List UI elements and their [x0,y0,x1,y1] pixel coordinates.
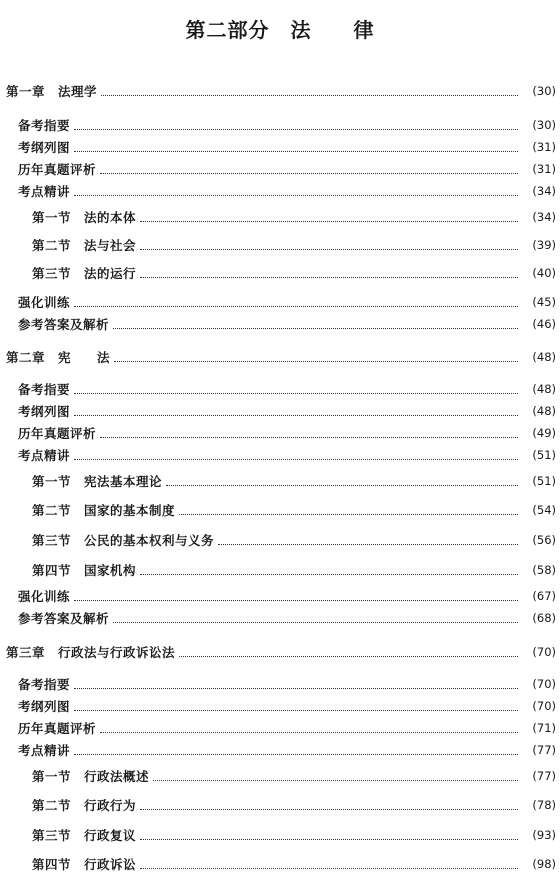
toc-section[interactable] [32,498,556,518]
toc-label: 备考指要 [18,118,71,133]
toc-section[interactable] [32,764,556,784]
dot-leader [74,709,518,711]
dot-leader [101,94,518,96]
dot-leader [100,731,518,733]
toc-entry[interactable] [18,672,556,692]
toc-page-number: (54) [532,503,556,517]
toc-page-number: (51) [532,474,556,488]
toc-page-number: (58) [532,563,556,577]
dot-leader [74,392,518,394]
dot-leader [74,305,518,307]
toc-entry[interactable] [18,157,556,177]
toc-section[interactable] [32,261,556,281]
toc-page-number: (51) [532,448,556,462]
dot-leader [140,276,518,278]
toc-entry[interactable] [18,716,556,736]
toc-section[interactable] [32,205,556,225]
toc-chapter-2[interactable] [6,345,556,365]
toc-label: 考纲列图 [18,404,71,419]
toc-page-number: (48) [532,382,556,396]
dot-leader [74,687,518,689]
toc-label: 考点精讲 [18,448,71,463]
toc-entry[interactable] [18,290,556,310]
dot-leader [166,484,518,486]
dot-leader [140,838,518,840]
toc-label: 第三节 公民的基本权利与义务 [32,533,215,548]
toc-label: 考点精讲 [18,743,71,758]
toc-entry[interactable] [18,179,556,199]
dot-leader [74,128,518,130]
toc-entry[interactable] [18,584,556,604]
toc-section[interactable] [32,528,556,548]
toc-label: 历年真题评析 [18,162,97,177]
toc-label: 强化训练 [18,295,71,310]
toc-label: 参考答案及解析 [18,317,110,332]
toc-page-number: (49) [532,426,556,440]
toc-section[interactable] [32,793,556,813]
toc-entry[interactable] [18,694,556,714]
toc-page-number: (30) [532,84,556,98]
toc-label: 第四节 行政诉讼 [32,857,137,872]
toc-label: 第三节 行政复议 [32,828,137,843]
toc-label: 考点精讲 [18,184,71,199]
dot-leader [74,194,518,196]
dot-leader [140,867,518,869]
dot-leader [100,436,518,438]
dot-leader [114,360,518,362]
dot-leader [140,248,518,250]
dot-leader [179,655,518,657]
toc-chapter-1[interactable] [6,79,556,99]
toc-label: 备考指要 [18,677,71,692]
toc-page-number: (70) [532,645,556,659]
toc-page-number: (98) [532,857,556,871]
toc-label: 第一节 宪法基本理论 [32,474,163,489]
toc-label: 第一节 法的本体 [32,210,137,225]
toc-label: 第四节 国家机构 [32,563,137,578]
toc-page-number: (48) [532,404,556,418]
toc-entry[interactable] [18,377,556,397]
toc-page-number: (30) [532,118,556,132]
dot-leader [74,150,518,152]
toc-page-number: (77) [532,769,556,783]
toc-label: 第二节 国家的基本制度 [32,503,176,518]
toc-section[interactable] [32,233,556,253]
toc-page-number: (34) [532,210,556,224]
toc-page-number: (34) [532,184,556,198]
toc-label: 第一章 法理学 [6,84,98,99]
toc-page-number: (68) [532,611,556,625]
toc-entry[interactable] [18,113,556,133]
toc-page-number: (71) [532,721,556,735]
toc-label: 备考指要 [18,382,71,397]
toc-label: 历年真题评析 [18,426,97,441]
toc-entry[interactable] [18,135,556,155]
toc-page-number: (40) [532,266,556,280]
dot-leader [140,573,518,575]
toc-label: 强化训练 [18,589,71,604]
dot-leader [74,458,518,460]
toc-page-number: (39) [532,238,556,252]
toc-label: 参考答案及解析 [18,611,110,626]
toc-label: 第三章 行政法与行政诉讼法 [6,645,176,660]
toc-chapter-3[interactable] [6,640,556,660]
dot-leader [74,599,518,601]
toc-label: 第二节 行政行为 [32,798,137,813]
toc-label: 第二章 宪 法 [6,350,111,365]
toc-page-number: (77) [532,743,556,757]
toc-page-number: (46) [532,317,556,331]
toc-label: 历年真题评析 [18,721,97,736]
page-title: 第二部分 法 律 [185,18,375,42]
toc-page-number: (45) [532,295,556,309]
toc-entry[interactable] [18,606,556,626]
dot-leader [113,621,518,623]
toc-page-number: (93) [532,828,556,842]
toc-page-number: (56) [532,533,556,547]
toc-entry[interactable] [18,421,556,441]
toc-page-number: (31) [532,140,556,154]
dot-leader [153,779,518,781]
toc-page-number: (70) [532,677,556,691]
toc-label: 考纲列图 [18,699,71,714]
toc-section[interactable] [32,823,556,843]
toc-entry[interactable] [18,312,556,332]
toc-label: 第二节 法与社会 [32,238,137,253]
dot-leader [113,327,518,329]
toc-page-number: (78) [532,798,556,812]
toc-page-number: (31) [532,162,556,176]
toc-label: 第三节 法的运行 [32,266,137,281]
dot-leader [218,543,518,545]
toc-page-number: (48) [532,350,556,364]
toc-label: 考纲列图 [18,140,71,155]
dot-leader [140,808,518,810]
toc-page-number: (67) [532,589,556,603]
dot-leader [179,513,518,515]
toc-section[interactable] [32,852,556,872]
dot-leader [74,414,518,416]
toc-page-number: (70) [532,699,556,713]
toc-section[interactable] [32,469,556,489]
toc-section[interactable] [32,558,556,578]
toc-entry[interactable] [18,738,556,758]
toc-entry[interactable] [18,399,556,419]
toc-label: 第一节 行政法概述 [32,769,150,784]
dot-leader [100,172,518,174]
toc-entry[interactable] [18,443,556,463]
dot-leader [140,220,518,222]
dot-leader [74,753,518,755]
